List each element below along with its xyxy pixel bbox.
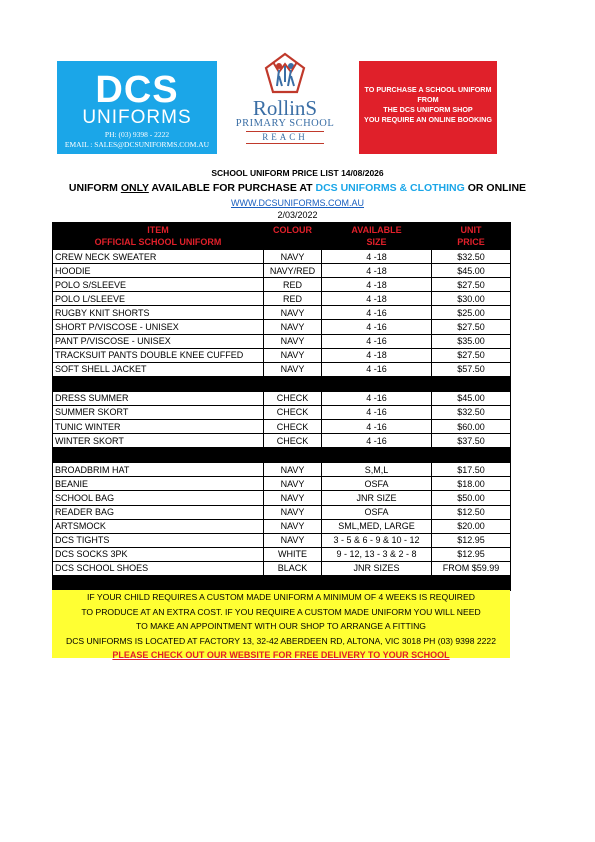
price-cell: $60.00: [432, 420, 511, 434]
price-cell: $45.00: [432, 391, 511, 405]
school-motto: REACH: [246, 131, 324, 144]
table-row: [53, 320, 511, 334]
item-cell: SOFT SHELL JACKET: [53, 362, 264, 376]
size-cell: S,M,L: [322, 463, 432, 477]
size-cell: JNR SIZES: [322, 561, 432, 575]
item-cell: ARTSMOCK: [53, 519, 264, 533]
colour-cell: NAVY: [264, 519, 322, 533]
colour-cell: NAVY: [264, 491, 322, 505]
section-divider: [53, 575, 511, 590]
price-cell: $12.95: [432, 533, 511, 547]
dcs-logo-subtitle: UNIFORMS: [82, 107, 192, 128]
section-divider: [53, 448, 511, 463]
price-cell: $12.95: [432, 547, 511, 561]
dcs-logo-title: DCS: [95, 69, 179, 111]
item-cell: CREW NECK SWEATER: [53, 250, 264, 264]
promo-line-2: FROM: [417, 95, 439, 104]
colour-cell: NAVY: [264, 348, 322, 362]
header-price-sub: PRICE: [457, 237, 485, 247]
item-cell: TRACKSUIT PANTS DOUBLE KNEE CUFFED: [53, 348, 264, 362]
price-cell: $50.00: [432, 491, 511, 505]
price-cell: $27.50: [432, 320, 511, 334]
section-divider: [53, 376, 511, 391]
header-item-sub: OFFICIAL SCHOOL UNIFORM: [94, 237, 222, 247]
school-type: PRIMARY SCHOOL: [235, 118, 335, 129]
size-cell: 4 -16: [322, 434, 432, 448]
table-row: [53, 420, 511, 434]
notice-shop-name: DCS UNIFORMS & CLOTHING: [315, 182, 465, 194]
table-row: [53, 505, 511, 519]
header-size: [322, 223, 432, 250]
colour-cell: CHECK: [264, 405, 322, 419]
colour-cell: NAVY: [264, 362, 322, 376]
free-delivery-link[interactable]: PLEASE CHECK OUT OUR WEBSITE FOR FREE DELIVERY TO YOUR SCHOOL: [112, 650, 450, 660]
colour-cell: CHECK: [264, 420, 322, 434]
item-cell: TUNIC WINTER: [53, 420, 264, 434]
notice-line-2: TO PRODUCE AT AN EXTRA COST. IF YOU REQUIRE A CUSTOM MADE UNIFORM YOU WILL NEED: [81, 606, 481, 617]
header-price-label: UNIT: [460, 225, 482, 235]
size-cell: 4 -16: [322, 405, 432, 419]
notice-pre: UNIFORM: [68, 182, 121, 194]
size-cell: 4 -16: [322, 306, 432, 320]
price-cell: $57.50: [432, 362, 511, 376]
size-cell: JNR SIZE: [322, 491, 432, 505]
price-table: [52, 222, 511, 591]
notice-line-4: DCS UNIFORMS IS LOCATED AT FACTORY 13, 32-42 ABERDEEN RD, ALTONA, VIC 3018 PH (03) 9398 2222: [65, 635, 496, 646]
item-cell: RUGBY KNIT SHORTS: [53, 306, 264, 320]
item-cell: READER BAG: [53, 505, 264, 519]
table-row: [53, 292, 511, 306]
table-row: [53, 278, 511, 292]
table-row: [53, 547, 511, 561]
item-cell: BEANIE: [53, 477, 264, 491]
item-cell: DCS TIGHTS: [53, 533, 264, 547]
table-row: [53, 334, 511, 348]
item-cell: WINTER SKORT: [53, 434, 264, 448]
price-cell: $25.00: [432, 306, 511, 320]
price-cell: $18.00: [432, 477, 511, 491]
item-cell: SCHOOL BAG: [53, 491, 264, 505]
table-row: [53, 362, 511, 376]
colour-cell: NAVY: [264, 334, 322, 348]
price-list-title: SCHOOL UNIFORM PRICE LIST 14/08/2026: [211, 168, 384, 178]
header-colour-label: COLOUR: [273, 225, 312, 235]
header-size-label: AVAILABLE: [351, 225, 402, 235]
size-cell: 9 - 12, 13 - 3 & 2 - 8: [322, 547, 432, 561]
colour-cell: RED: [264, 292, 322, 306]
header-colour: [264, 223, 322, 250]
table-header-row: [53, 223, 511, 250]
size-cell: 4 -18: [322, 264, 432, 278]
size-cell: 4 -16: [322, 420, 432, 434]
table-row: [53, 306, 511, 320]
header-item-label: ITEM: [147, 225, 169, 235]
section-divider-cell: [53, 376, 511, 391]
size-cell: OSFA: [322, 505, 432, 519]
notice-line-3: TO MAKE AN APPOINTMENT WITH OUR SHOP TO ARRANGE A FITTING: [135, 621, 426, 631]
colour-cell: NAVY: [264, 477, 322, 491]
colour-cell: NAVY: [264, 533, 322, 547]
item-cell: PANT P/VISCOSE - UNISEX: [53, 334, 264, 348]
online-booking-banner: [359, 61, 497, 154]
table-row: [53, 561, 511, 575]
size-cell: 4 -18: [322, 292, 432, 306]
rollins-school-logo: [232, 52, 338, 158]
size-cell: 4 -16: [322, 320, 432, 334]
item-cell: SUMMER SKORT: [53, 405, 264, 419]
promo-line-4: YOU REQUIRE AN ONLINE BOOKING: [364, 115, 492, 124]
school-name: RollinS: [252, 96, 318, 120]
price-cell: $20.00: [432, 519, 511, 533]
table-row: [53, 519, 511, 533]
price-cell: $12.50: [432, 505, 511, 519]
school-crest-icon: [263, 52, 307, 96]
price-cell: FROM $59.99: [432, 561, 511, 575]
size-cell: 4 -18: [322, 348, 432, 362]
table-row: [53, 348, 511, 362]
price-cell: $32.50: [432, 405, 511, 419]
table-row: [53, 491, 511, 505]
item-cell: DCS SOCKS 3PK: [53, 547, 264, 561]
website-link[interactable]: WWW.DCSUNIFORMS.COM.AU: [231, 198, 364, 208]
price-cell: $45.00: [432, 264, 511, 278]
price-cell: $30.00: [432, 292, 511, 306]
size-cell: 3 - 5 & 6 - 9 & 10 - 12: [322, 533, 432, 547]
table-row: [53, 477, 511, 491]
table-row: [53, 463, 511, 477]
notice-only: ONLY: [120, 182, 149, 194]
custom-uniform-notice: [52, 590, 510, 658]
price-cell: $27.50: [432, 348, 511, 362]
size-cell: 4 -16: [322, 362, 432, 376]
item-cell: POLO L/SLEEVE: [53, 292, 264, 306]
item-cell: SHORT P/VISCOSE - UNISEX: [53, 320, 264, 334]
table-row: [53, 264, 511, 278]
dcs-logo-phone: PH: (03) 9398 - 2222: [104, 130, 170, 139]
colour-cell: BLACK: [264, 561, 322, 575]
price-cell: $17.50: [432, 463, 511, 477]
colour-cell: NAVY: [264, 463, 322, 477]
colour-cell: WHITE: [264, 547, 322, 561]
notice-mid: AVAILABLE FOR PURCHASE AT: [148, 182, 316, 194]
section-divider-cell: [53, 575, 511, 590]
item-cell: DCS SCHOOL SHOES: [53, 561, 264, 575]
price-cell: $27.50: [432, 278, 511, 292]
colour-cell: CHECK: [264, 391, 322, 405]
notice-line-1: IF YOUR CHILD REQUIRES A CUSTOM MADE UNIFORM A MINIMUM OF 4 WEEKS IS REQUIRED: [87, 592, 475, 602]
colour-cell: NAVY/RED: [264, 264, 322, 278]
colour-cell: NAVY: [264, 250, 322, 264]
size-cell: OSFA: [322, 477, 432, 491]
item-cell: HOODIE: [53, 264, 264, 278]
header-item: [53, 223, 264, 250]
price-cell: $37.50: [432, 434, 511, 448]
header-price: [432, 223, 511, 250]
colour-cell: CHECK: [264, 434, 322, 448]
item-cell: POLO S/SLEEVE: [53, 278, 264, 292]
availability-notice: [0, 182, 595, 194]
colour-cell: NAVY: [264, 320, 322, 334]
item-cell: DRESS SUMMER: [53, 391, 264, 405]
notice-post: OR ONLINE: [464, 182, 527, 194]
colour-cell: NAVY: [264, 306, 322, 320]
size-cell: 4 -18: [322, 278, 432, 292]
section-divider-cell: [53, 448, 511, 463]
dcs-logo-email: EMAIL : SALES@DCSUNIFORMS.COM.AU: [64, 140, 210, 149]
promo-line-3: THE DCS UNIFORM SHOP: [383, 105, 473, 114]
item-cell: BROADBRIM HAT: [53, 463, 264, 477]
colour-cell: NAVY: [264, 505, 322, 519]
size-cell: 4 -16: [322, 391, 432, 405]
size-cell: 4 -16: [322, 334, 432, 348]
size-cell: 4 -18: [322, 250, 432, 264]
table-row: [53, 250, 511, 264]
size-cell: SML,MED, LARGE: [322, 519, 432, 533]
header-size-sub: SIZE: [366, 237, 387, 247]
dcs-uniforms-logo: [57, 61, 217, 154]
table-row: [53, 391, 511, 405]
table-row: [53, 434, 511, 448]
table-row: [53, 533, 511, 547]
promo-line-1: TO PURCHASE A SCHOOL UNIFORM: [364, 85, 492, 94]
price-cell: $35.00: [432, 334, 511, 348]
table-row: [53, 405, 511, 419]
colour-cell: RED: [264, 278, 322, 292]
price-list-date: 2/03/2022: [277, 210, 318, 220]
price-cell: $32.50: [432, 250, 511, 264]
